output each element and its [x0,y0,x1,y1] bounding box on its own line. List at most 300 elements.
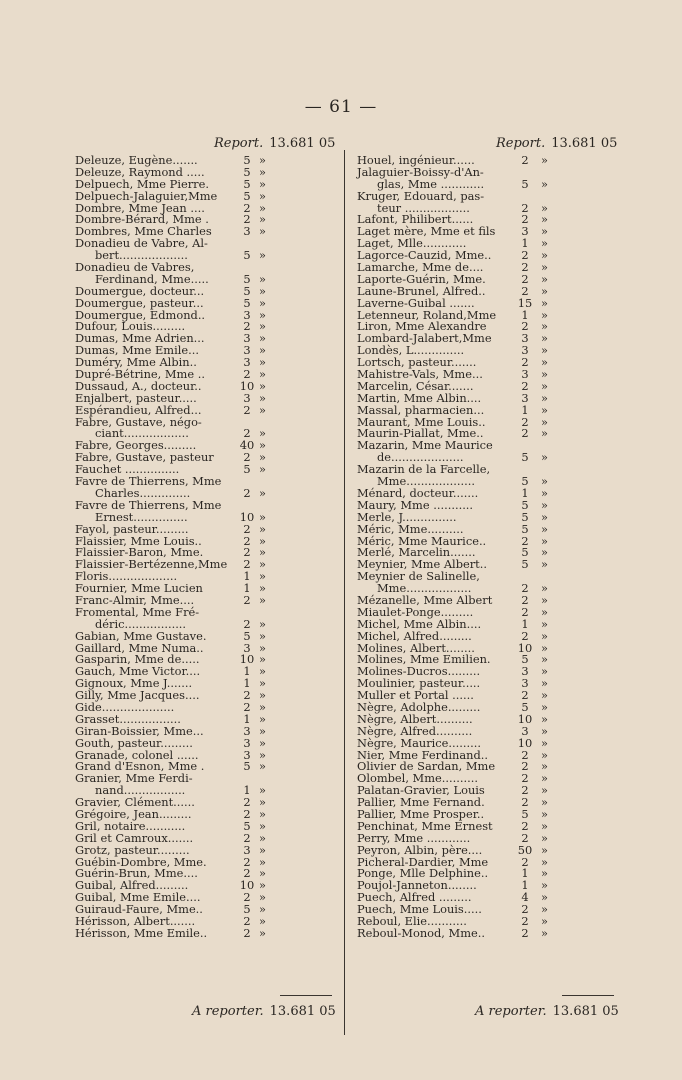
entry-unit: » [541,925,548,940]
entry-name: Fabre, Georges......... [75,438,197,453]
entry-amount: 5 [243,271,251,286]
entry-amount: 2 [243,616,251,631]
entry-amount: 3 [243,390,251,405]
entry-amount: 10 [517,711,533,726]
entry-unit: » [259,783,266,798]
entry-name: Houel, ingénieur...... [357,153,475,167]
report-label: Report. [496,136,546,151]
entry-unit: » [541,878,548,893]
entry-name: Miaulet-Ponge......... [357,604,474,619]
entry-unit: » [259,248,266,263]
entry-unit: » [541,367,548,382]
entry-unit: » [541,866,548,881]
entry-name: Fromental, Mme Fré- [75,604,200,619]
entry-amount: 2 [243,854,251,869]
entry-unit: » [541,676,548,691]
entry-name: glas, Mme ............ [377,176,485,191]
carry-label: A reporter. [192,1004,264,1019]
entry-name: Guiraud-Faure, Mme.. [75,902,203,917]
entry-unit: » [541,723,548,738]
entry-amount: 5 [521,509,529,524]
entry-amount: 3 [243,307,251,322]
entry-amount: 1 [521,866,529,881]
entry-unit: » [541,521,548,536]
entry-name: Gilly, Mme Jacques.... [75,688,200,703]
entry-amount: 2 [521,771,529,786]
entry-amount: 2 [243,521,251,536]
entry-amount: 1 [243,664,251,679]
entry-amount: 2 [243,545,251,560]
entry-unit: » [541,200,548,215]
entry-amount: 2 [521,818,529,833]
entry-unit: » [259,521,266,536]
entry-name: Gabian, Mme Gustave. [75,628,207,643]
entry-amount: 2 [521,260,529,275]
entry-unit: » [259,355,266,370]
entry-unit: » [259,592,266,607]
entry-unit: » [541,271,548,286]
entry-name: Michel, Mme Albin.... [357,616,482,631]
entry-unit: » [259,818,266,833]
report-value: 13.681 05 [269,136,336,151]
entry-name: ciant.................. [95,426,189,441]
entry-unit: » [259,271,266,286]
entry-name: Reboul, Elie........... [357,914,467,928]
entry-name: Jalaguier-Boissy-d'An- [357,164,484,179]
entry-name: Penchinat, Mme Ernest [357,818,493,833]
entry-unit: » [259,533,266,548]
entry-name: Gouth, pasteur......... [75,735,193,750]
entry-name: Flaissier-Bertézenne,Mme [75,557,228,572]
entry-name: Fabre, Gustave, négo- [75,414,202,429]
entry-name: Nègre, Albert.......... [357,711,473,726]
entry-unit: » [259,795,266,810]
entry-amount: 5 [521,557,529,572]
entry-amount: 5 [243,759,251,774]
entry-unit: » [541,628,548,643]
entry-name: Merle, J............... [357,509,457,524]
entry-unit: » [541,854,548,869]
entry-name: Gide.................... [75,699,175,714]
entry-name: Doumergue, Edmond.. [75,307,206,322]
entry-amount: 2 [521,200,529,215]
carry-forward-right [475,1004,619,1019]
entry-name: Michel, Alfred......... [357,628,472,643]
entry-amount: 3 [521,664,529,679]
entry-amount: 1 [243,581,251,596]
entry-amount: 2 [243,688,251,703]
entry-unit: » [541,414,548,429]
entry-amount: 2 [243,402,251,417]
entry-unit: » [541,699,548,714]
entry-name: Mahistre-Vals, Mme... [357,367,483,382]
entry-unit: » [541,248,548,263]
entry-unit: » [259,390,266,405]
entry-name: Grégoire, Jean......... [75,806,192,821]
entry-unit: » [541,795,548,810]
entry-unit: » [259,200,266,215]
entry-name: Ponge, Mlle Delphine.. [357,866,489,881]
entry-unit: » [541,902,548,917]
entry-unit: » [259,307,266,322]
entry-unit: » [259,378,266,393]
entry-name: Muller et Portal ...... [357,688,474,703]
entry-amount: 5 [243,176,251,191]
entry-name: Mézanelle, Mme Albert [357,592,493,607]
entry-amount: 3 [243,224,251,239]
entry-name: Molines-Ducros......... [357,664,481,679]
entry-unit: » [259,485,266,500]
entry-amount: 2 [521,747,529,762]
entry-amount: 5 [243,818,251,833]
entry-name: Laverne-Guibal ....... [357,295,475,310]
entry-unit: » [541,652,548,667]
entry-amount: 2 [243,806,251,821]
entry-amount: 10 [239,509,255,524]
entry-name: Grand d'Esnon, Mme . [75,759,205,774]
entry-unit: » [259,581,266,596]
entry-amount: 2 [243,450,251,465]
entry-name: Olivier de Sardan, Mme [357,759,496,774]
carry-forward-left [192,1004,336,1019]
entry-amount: 15 [517,295,533,310]
entry-amount: 2 [521,319,529,334]
entry-unit: » [541,331,548,346]
entry-name: Pallier, Mme Prosper.. [357,806,485,821]
entry-amount: 2 [243,699,251,714]
entry-name: Lafont, Philibert...... [357,212,474,227]
entry-amount: 10 [239,878,255,893]
carry-value: 13.681 05 [269,1004,336,1019]
entry-name: Delpuech, Mme Pierre. [75,176,209,191]
entry-name: Gravier, Clément...... [75,795,195,810]
entry-amount: 1 [521,236,529,251]
entry-amount: 3 [521,676,529,691]
entry-unit: » [259,676,266,691]
entry-amount: 2 [521,854,529,869]
entry-name: Grasset................. [75,711,181,726]
entry-name: Charles.............. [95,485,191,500]
entry-name: Olombel, Mme.......... [357,771,478,786]
entry-name: Nègre, Adolphe......... [357,699,481,714]
entry-unit: » [259,640,266,655]
entry-unit: » [541,771,548,786]
entry-amount: 2 [521,426,529,441]
entry-amount: 1 [243,711,251,726]
entry-name: Letenneur, Roland,Mme [357,307,497,322]
entry-amount: 5 [243,295,251,310]
entry-name: Picheral-Dardier, Mme [357,854,489,869]
entry-amount: 5 [521,450,529,465]
entry-name: Laget, Mlle............ [357,236,467,251]
entry-name: Flaissier, Mme Louis.. [75,533,202,548]
list-item [75,925,335,940]
entry-unit: » [259,188,266,203]
entry-amount: 2 [243,914,251,928]
entry-name: Gignoux, Mme J....... [75,676,193,691]
entry-unit: » [541,830,548,845]
entry-name: Favre de Thierrens, Mme [75,474,222,489]
entry-unit: » [541,378,548,393]
entry-name: Mme................... [377,474,475,489]
left-column [75,155,335,940]
entry-unit: » [259,164,266,179]
entry-unit: » [259,806,266,821]
entry-name: Floris................... [75,569,178,584]
entry-amount: 2 [243,426,251,441]
entry-name: Reboul-Monod, Mme.. [357,925,485,940]
entry-unit: » [541,842,548,857]
list-item [357,925,619,940]
entry-name: Peyron, Albin, père.... [357,842,483,857]
entry-amount: 2 [243,200,251,215]
entry-unit: » [259,914,266,928]
report-label: Report. [214,136,264,151]
entry-name: Guébin-Dombre, Mme. [75,854,207,869]
entry-unit: » [541,818,548,833]
entry-amount: 2 [521,604,529,619]
entry-name: Dufour, Louis......... [75,319,186,334]
entry-unit: » [259,176,266,191]
entry-name: Guérin-Brun, Mme.... [75,866,198,881]
entry-amount: 1 [521,878,529,893]
entry-amount: 5 [521,652,529,667]
entry-name: Favre de Thierrens, Mme [75,497,222,512]
entry-name: Maury, Mme ........... [357,497,474,512]
entry-amount: 2 [521,271,529,286]
entry-unit: » [259,426,266,441]
report-header-right [496,136,617,151]
entry-unit: » [541,176,548,191]
entry-name: Lamarche, Mme de.... [357,260,484,275]
entry-unit: » [259,402,266,417]
entry-name: Enjalbert, pasteur..... [75,390,197,405]
entry-amount: 1 [521,485,529,500]
entry-amount: 2 [243,319,251,334]
entry-amount: 5 [243,628,251,643]
entry-amount: 2 [243,557,251,572]
entry-amount: 2 [243,795,251,810]
entry-name: Meynier de Salinelle, [357,569,480,584]
entry-unit: » [259,438,266,453]
entry-unit: » [541,711,548,726]
entry-name: Guibal, Alfred......... [75,878,189,893]
entry-unit: » [541,688,548,703]
entry-name: Lagorce-Cauzid, Mme.. [357,248,492,263]
entry-amount: 2 [243,367,251,382]
entry-name: Poujol-Janneton........ [357,878,477,893]
entry-amount: 2 [521,248,529,263]
entry-amount: 2 [243,533,251,548]
entry-name: Fauchet ............... [75,462,180,477]
entry-name: Dupré-Bétrine, Mme .. [75,367,205,382]
entry-name: Laune-Brunel, Alfred.. [357,283,486,298]
entry-name: Méric, Mme Maurice.. [357,533,487,548]
entry-name: Hérisson, Mme Emile.. [75,925,208,940]
entry-name: Laget mère, Mme et fils [357,224,496,239]
entry-amount: 5 [243,188,251,203]
entry-name: Espérandieu, Alfred... [75,402,202,417]
entry-amount: 4 [521,890,529,905]
entry-unit: » [259,509,266,524]
entry-amount: 2 [521,153,529,167]
entry-unit: » [541,390,548,405]
entry-name: nand................. [95,783,186,798]
entry-amount: 3 [243,842,251,857]
entry-unit: » [259,830,266,845]
entry-amount: 2 [521,759,529,774]
entry-amount: 3 [243,735,251,750]
entry-name: Deleuze, Raymond ..... [75,164,205,179]
entry-unit: » [541,806,548,821]
entry-name: Massal, pharmacien... [357,402,485,417]
entry-amount: 5 [521,521,529,536]
entry-name: Granier, Mme Ferdi- [75,771,193,786]
entry-unit: » [259,450,266,465]
entry-unit: » [259,902,266,917]
entry-unit: » [259,557,266,572]
entry-name: Mazarin, Mme Maurice [357,438,493,453]
entry-unit: » [541,236,548,251]
entry-unit: » [541,616,548,631]
entry-name: Gril et Camroux....... [75,830,194,845]
entry-amount: 2 [521,830,529,845]
entry-amount: 2 [521,795,529,810]
report-value: 13.681 05 [551,136,618,151]
entry-amount: 5 [243,462,251,477]
entry-unit: » [259,866,266,881]
entry-unit: » [259,212,266,227]
entry-name: Merlé, Marcelin....... [357,545,476,560]
entry-amount: 2 [243,830,251,845]
entry-name: Londès, L.............. [357,343,465,358]
entry-name: Fournier, Mme Lucien [75,581,203,596]
entry-unit: » [541,890,548,905]
entry-unit: » [541,402,548,417]
entry-name: Dumas, Mme Adrien... [75,331,205,346]
entry-amount: 3 [521,331,529,346]
entry-amount: 2 [521,914,529,928]
entry-name: Perry, Mme ............ [357,830,471,845]
entry-unit: » [541,735,548,750]
entry-name: Dombre, Mme Jean .... [75,200,205,215]
entry-name: Nègre, Alfred.......... [357,723,473,738]
entry-name: Dumas, Mme Emile... [75,343,199,358]
entry-unit: » [541,283,548,298]
entry-amount: 10 [239,378,255,393]
entry-amount: 10 [239,652,255,667]
entry-unit: » [541,545,548,560]
entry-unit: » [541,497,548,512]
entry-amount: 2 [521,925,529,940]
entry-name: Nier, Mme Ferdinand.. [357,747,489,762]
entry-unit: » [541,509,548,524]
entry-unit: » [259,854,266,869]
entry-unit: » [259,711,266,726]
entry-name: Giran-Boissier, Mme... [75,723,204,738]
entry-amount: 1 [521,402,529,417]
entry-name: Palatan-Gravier, Louis [357,783,485,798]
entry-amount: 5 [521,806,529,821]
entry-amount: 5 [521,497,529,512]
entry-amount: 3 [243,747,251,762]
entry-amount: 2 [243,925,251,940]
entry-name: Flaissier-Baron, Mme. [75,545,204,560]
entry-unit: » [259,925,266,940]
entry-amount: 10 [517,735,533,750]
entry-unit: » [259,664,266,679]
entry-unit: » [541,604,548,619]
entry-unit: » [259,462,266,477]
entry-amount: 3 [243,640,251,655]
entry-name: Molines, Albert........ [357,640,475,655]
entry-unit: » [259,367,266,382]
entry-name: Granade, colonel ...... [75,747,199,762]
entry-name: Gril, notaire........... [75,818,186,833]
entry-amount: 3 [243,343,251,358]
entry-unit: » [541,759,548,774]
entry-name: Kruger, Edouard, pas- [357,188,485,203]
entry-amount: 3 [243,331,251,346]
entry-amount: 5 [521,545,529,560]
entry-name: bert................... [95,248,188,263]
column-divider [344,150,345,1035]
entry-amount: 2 [521,581,529,596]
entry-unit: » [259,283,266,298]
entry-amount: 2 [521,414,529,429]
entry-unit: » [541,319,548,334]
entry-name: Guibal, Mme Emile.... [75,890,201,905]
total-rule-left [280,995,332,996]
entry-unit: » [541,260,548,275]
entry-name: Maurin-Piallat, Mme.. [357,426,484,441]
entry-amount: 1 [521,307,529,322]
entry-amount: 3 [521,343,529,358]
entry-amount: 5 [243,164,251,179]
entry-unit: » [259,343,266,358]
entry-unit: » [259,735,266,750]
entry-unit: » [259,747,266,762]
entry-amount: 5 [243,248,251,263]
entry-name: Puech, Alfred ......... [357,890,472,905]
entry-name: Duméry, Mme Albin.. [75,355,197,370]
entry-unit: » [259,153,266,167]
entry-unit: » [541,426,548,441]
entry-unit: » [541,355,548,370]
entry-unit: » [541,664,548,679]
entry-unit: » [541,592,548,607]
entry-amount: 2 [521,783,529,798]
entry-amount: 2 [243,485,251,500]
entry-amount: 5 [521,474,529,489]
entry-amount: 1 [521,616,529,631]
entry-name: Ernest............... [95,509,188,524]
entry-name: Donadieu de Vabre, Al- [75,236,208,251]
entry-name: Fayol, pasteur......... [75,521,189,536]
entry-name: Nègre, Maurice......... [357,735,482,750]
entry-name: Mme.................. [377,581,472,596]
entry-unit: » [541,640,548,655]
entry-unit: » [259,224,266,239]
entry-amount: 2 [521,592,529,607]
entry-unit: » [259,545,266,560]
entry-amount: 50 [517,842,533,857]
entry-amount: 2 [521,688,529,703]
entry-unit: » [259,569,266,584]
entry-name: Lortsch, pasteur....... [357,355,477,370]
entry-unit: » [541,153,548,167]
entry-amount: 5 [243,283,251,298]
